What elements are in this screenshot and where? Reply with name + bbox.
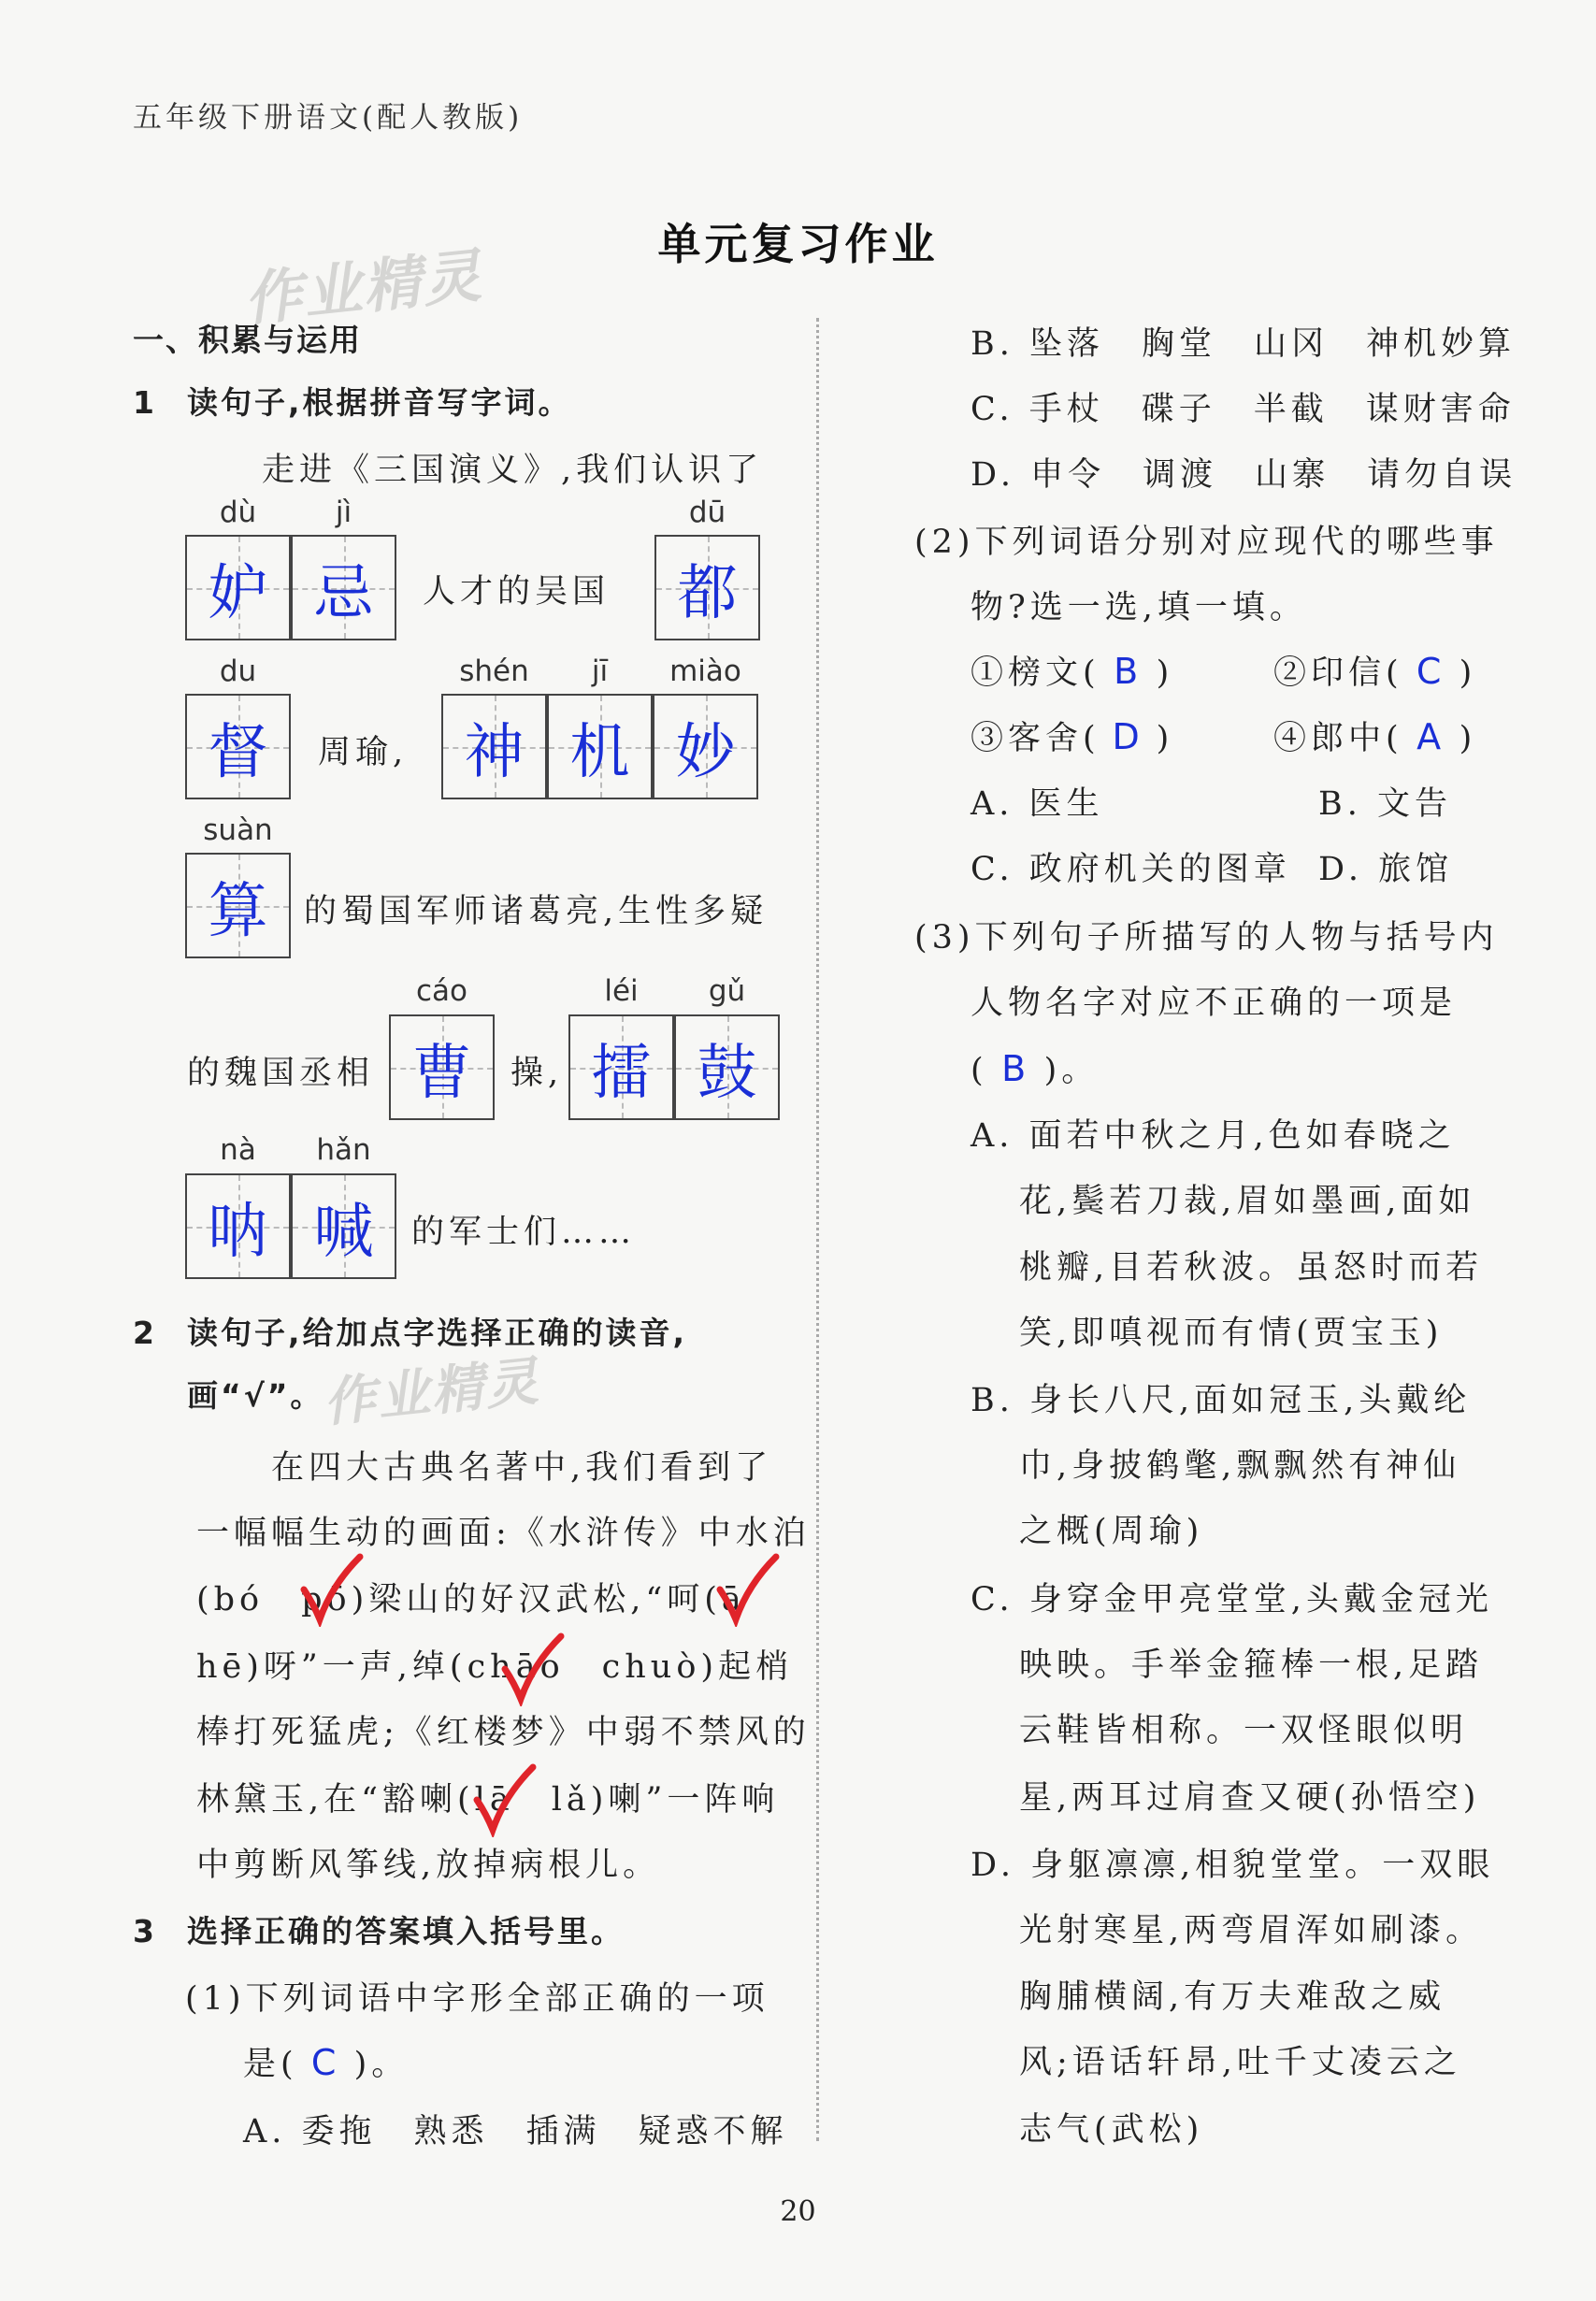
pinyin: du [219, 654, 257, 688]
option: 花,鬓若刀裁,眉如墨画,面如 [1019, 1183, 1476, 1220]
answer-cell: 机 [547, 694, 653, 799]
answer-letter: C [310, 2042, 341, 2083]
answer-cell: 忌 [291, 535, 396, 640]
q1-text: 操, [510, 1055, 564, 1092]
question-1-prompt [133, 379, 572, 423]
answer-cell: 呐 [185, 1173, 291, 1279]
pinyin: dù [219, 496, 257, 529]
option: 云鞋皆相称。一双怪眼似明 [1019, 1712, 1469, 1749]
q3-sub3: (3)下列句子所描写的人物与括号内 [914, 919, 1499, 956]
answer-letter: A [1416, 716, 1446, 757]
watermark: 作业精灵 [320, 1351, 543, 1434]
option: 风;语话轩昂,吐千丈凌云之 [1019, 2044, 1461, 2081]
option: 映映。手举金箍棒一根,足踏 [1019, 1647, 1484, 1684]
answer-letter: B [1114, 651, 1143, 692]
pinyin: jī [591, 654, 609, 688]
question-text: 读句子,根据拼音写字词。 [187, 384, 572, 421]
question-text: 选择正确的答案填入括号里。 [187, 1913, 625, 1949]
page-number: 20 [780, 2195, 816, 2228]
pinyin: nà [220, 1133, 256, 1167]
q3-sub2: 物?选一选,填一填。 [971, 589, 1307, 626]
page-header: 五年级下册语文(配人教版) [133, 101, 524, 135]
answer-cell: 喊 [291, 1173, 396, 1279]
option: 光射寒星,两弯眉浑如刷漆。 [1019, 1912, 1484, 1949]
question-3-prompt [133, 1907, 625, 1951]
q3-sub3: 人物名字对应不正确的一项是 [971, 985, 1458, 1022]
answer-letter: D [1112, 716, 1144, 757]
q3-sub3-answer-line: ( B )。 [971, 1048, 1100, 1089]
q2-line: 林黛玉,在“豁喇(lā lǎ)喇”一阵响 [196, 1781, 780, 1819]
option: 巾,身披鹤氅,飘飘然有神仙 [1019, 1447, 1461, 1485]
pinyin: miào [669, 654, 741, 688]
q2-line: hē)呀”一声,绰(chāo chuò)起梢 [196, 1648, 794, 1686]
option: 胸脯横阔,有万夫难敌之威 [1019, 1978, 1446, 2016]
q3-sub1: (1)下列词语中字形全部正确的一项 [185, 1980, 769, 2018]
pinyin: hǎn [316, 1133, 371, 1167]
option: 志气(武松) [1019, 2111, 1204, 2149]
option: B. 坠落 胸堂 山冈 神机妙算 [971, 325, 1516, 363]
option: D. 身躯凛凛,相貌堂堂。一双眼 [971, 1847, 1495, 1884]
answer-cell: 擂 [568, 1014, 674, 1120]
option: 笑,即嗔视而有情(贾宝玉) [1019, 1315, 1444, 1352]
q1-text: 人才的吴国 [423, 573, 611, 611]
pinyin: cáo [415, 974, 467, 1008]
q1-text: 的魏国丞相 [187, 1055, 375, 1092]
answer-cell: 妙 [653, 694, 758, 799]
q1-text: 周瑜, [318, 734, 409, 771]
pinyin: gǔ [708, 974, 746, 1008]
check-mark-icon [500, 1632, 566, 1706]
question-2-prompt-cont: 画“√”。 [187, 1377, 324, 1414]
q3-sub2: (2)下列词语分别对应现代的哪些事 [914, 524, 1499, 561]
option: 之概(周瑜) [1019, 1513, 1204, 1550]
q2-line: (bó pō)梁山的好汉武松,“呵(ā [196, 1581, 746, 1618]
answer-cell: 神 [441, 694, 547, 799]
answer-cell: 曹 [389, 1014, 495, 1120]
option: D. 旅馆 [1318, 851, 1454, 888]
q3-sub2-item: ④郎中( A ) [1273, 716, 1477, 757]
pinyin: suàn [203, 813, 273, 847]
answer-cell: 算 [185, 853, 291, 958]
question-number: 1 [133, 384, 157, 421]
answer-letter: B [1001, 1048, 1031, 1089]
question-number: 3 [133, 1913, 157, 1949]
q2-line: 棒打死猛虎;《红楼梦》中弱不禁风的 [196, 1714, 811, 1751]
answer-cell: 鼓 [674, 1014, 780, 1120]
q2-line: 一幅幅生动的画面:《水浒传》中水泊 [196, 1515, 811, 1552]
option: A. 委拖 熟悉 插满 疑惑不解 [243, 2113, 788, 2150]
watermark: 作业精灵 [240, 240, 486, 335]
q1-text: 的蜀国军师诸葛亮,生性多疑 [304, 893, 769, 930]
answer-cell: 妒 [185, 535, 291, 640]
question-number: 2 [133, 1315, 157, 1351]
option: D. 申令 调渡 山寨 请勿自误 [971, 456, 1517, 494]
option: A. 医生 [971, 785, 1104, 823]
question-2-prompt [133, 1309, 687, 1353]
column-divider [816, 318, 819, 2141]
q1-line: 走进《三国演义》,我们认识了 [262, 452, 764, 489]
option: C. 身穿金甲亮堂堂,头戴金冠光 [971, 1581, 1493, 1618]
pinyin: shén [459, 654, 529, 688]
pinyin: jì [335, 496, 352, 529]
page-title: 单元复习作业 [657, 219, 939, 269]
check-mark-icon [715, 1552, 781, 1627]
option: 星,两耳过肩查又硬(孙悟空) [1019, 1779, 1481, 1817]
q3-sub2-item: ②印信( C ) [1273, 651, 1477, 692]
check-mark-icon [299, 1552, 365, 1627]
pinyin: dū [688, 496, 726, 529]
option: C. 手杖 碟子 半截 谋财害命 [971, 391, 1516, 428]
option: A. 面若中秋之月,色如春晓之 [971, 1117, 1456, 1155]
pinyin: léi [604, 974, 639, 1008]
check-mark-icon [472, 1762, 538, 1837]
q2-line: 中剪断风筝线,放掉病根儿。 [196, 1847, 661, 1884]
q1-text: 的军士们…… [411, 1214, 637, 1251]
q3-sub2-item: ①榜文( B ) [971, 651, 1174, 692]
answer-cell: 督 [185, 694, 291, 799]
answer-letter: C [1416, 651, 1446, 692]
q3-sub1-answer-line: 是( C )。 [243, 2042, 410, 2083]
option: B. 文告 [1318, 785, 1452, 823]
option: C. 政府机关的图章 [971, 851, 1291, 888]
option: B. 身长八尺,面如冠玉,头戴纶 [971, 1382, 1472, 1419]
question-text: 读句子,给加点字选择正确的读音, [187, 1315, 688, 1351]
option: 桃瓣,目若秋波。虽怒时而若 [1019, 1249, 1484, 1287]
q2-line: 在四大古典名著中,我们看到了 [271, 1449, 773, 1487]
section-heading: 一、积累与运用 [133, 322, 362, 358]
q3-sub2-item: ③客舍( D ) [971, 716, 1174, 757]
answer-cell: 都 [654, 535, 760, 640]
